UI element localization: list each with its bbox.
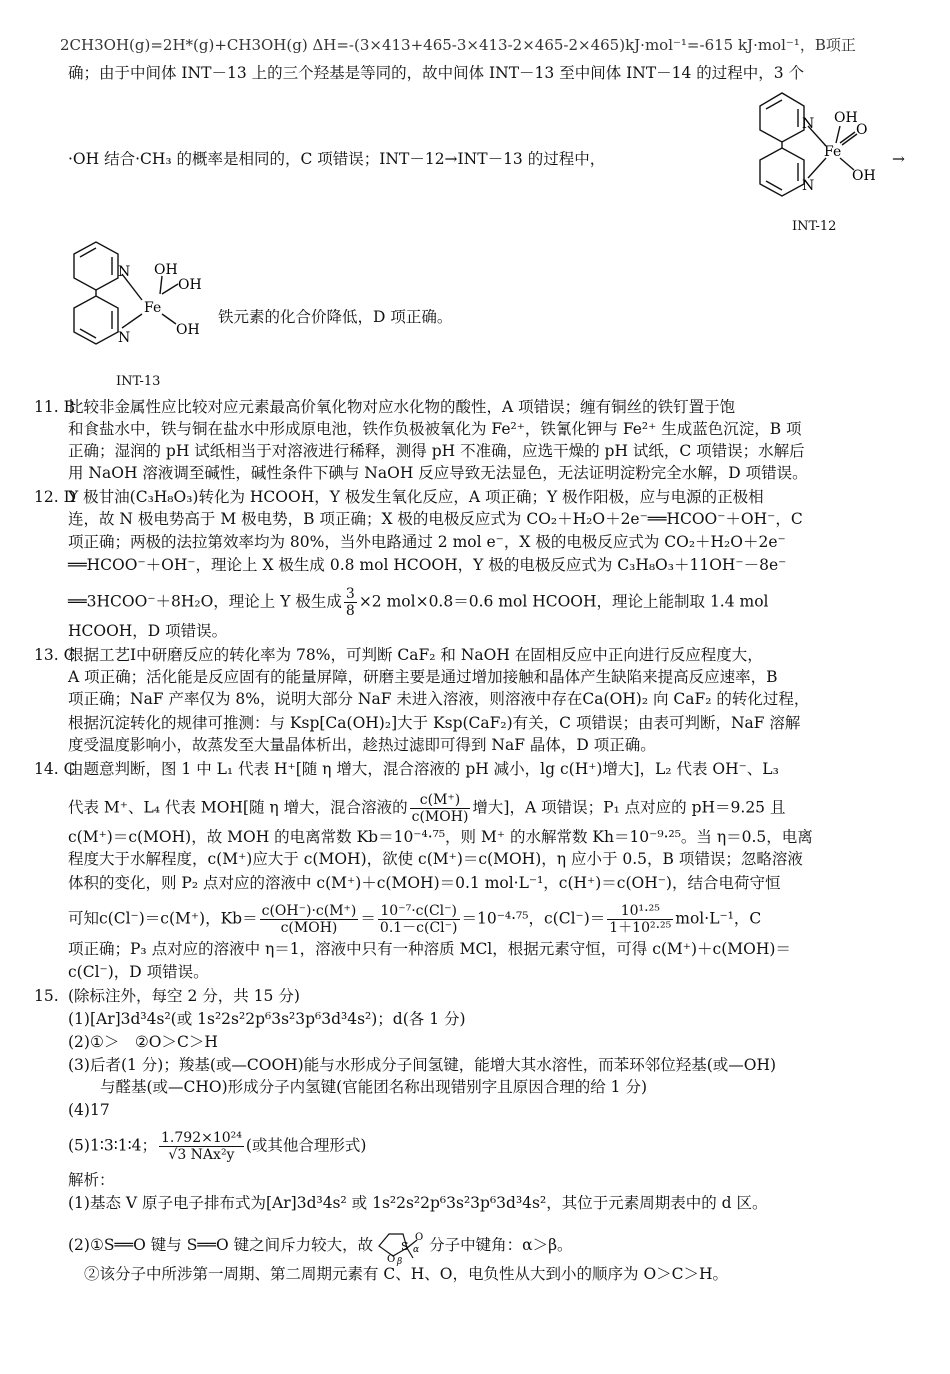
q11-line4: 用 NaOH 溶液调至碱性，碱性条件下碘与 NaOH 反应导致无法显色，无法证明淀粉完全水解，D 项错误。 bbox=[68, 464, 808, 482]
q13-number: 13. C bbox=[34, 646, 76, 664]
fraction-density: $\frac{\text{1.792×10²⁴}}{\text{√3 NAx²y}}$ bbox=[161, 1130, 242, 1163]
q12-number: 12. D bbox=[34, 488, 77, 506]
q13-line4: 根据沉淀转化的规律可推测：与 Ksp[Ca(OH)₂]大于 Ksp(CaF₂)有关，C 项错误；由表可判断，NaF 溶解 bbox=[68, 714, 801, 732]
q13-line1: 13. C根据工艺Ⅰ中研磨反应的转化率为 78%，可判断 CaF₂ 和 NaOH 在固相反应中正向进行反应程度大， bbox=[34, 646, 763, 664]
q14-line5: 体积的变化，则 P₂ 点对应的溶液中 c(M⁺)＋c(MOH)＝0.1 mol·L⁻¹，c(H⁺)＝c(OH⁻)，结合电荷守恒 bbox=[68, 874, 781, 892]
q14-number: 14. C bbox=[34, 760, 76, 778]
q10-line3: 铁元素的化合价降低，D 项正确。 bbox=[218, 308, 453, 326]
atom-oh: OH bbox=[852, 168, 876, 184]
int12-label: INT-12 bbox=[792, 219, 837, 234]
explanation-3: ②该分子中所涉第一周期、第二周期元素有 C、H、O，电负性从大到小的顺序为 O＞C＞H。 bbox=[84, 1265, 729, 1283]
svg-text:β: β bbox=[397, 1257, 403, 1267]
reaction-arrow: → bbox=[892, 150, 905, 168]
q15-header: 15. (除标注外，每空 2 分，共 15 分) bbox=[34, 987, 300, 1005]
q14-line8: c(Cl⁻)，D 项错误。 bbox=[68, 963, 209, 981]
q10-line2: ·OH 结合·CH₃ 的概率是相同的，C 项错误；INT－12→INT－13 的过程中， bbox=[68, 150, 606, 168]
q14-line6: 可知c(Cl⁻)＝c(M⁺)，Kb＝ $\frac{c(OH^-)\cdot c(M^+)}{\text{c(MOH)}}$ ＝ $\frac{\text{10⁻⁷·c(Cl⁻)}}{0.1-c(Cl^-)}$ ＝10⁻⁴·⁷⁵，c(Cl⁻)＝ $\frac{\text{10¹·²⁵}}{\text{1＋10²·²⁵}}$ mol·L⁻¹，C bbox=[68, 903, 762, 936]
q12-line1: 12. DY 极甘油(C₃H₈O₃)转化为 HCOOH，Y 极发生氧化反应，A 项正确；Y 极作阳极，应与电源的正极相 bbox=[34, 488, 764, 506]
q12-line2: 连，故 N 极电势高于 M 极电势，B 项正确；X 极的电极反应式为 CO₂＋H₂O＋2e⁻══HCOO⁻＋OH⁻，C bbox=[68, 510, 803, 528]
atom-oh: OH bbox=[178, 277, 202, 293]
explanation-1: (1)基态 V 原子电子排布式为[Ar]3d³4s² 或 1s²2s²2p⁶3s²3p⁶3d³4s²，其位于元素周期表中的 d 区。 bbox=[68, 1194, 768, 1212]
q13-line2: A 项正确；活化能是反应固有的能量屏障，研磨主要是通过增加接触和晶体产生缺陷来提高反应速率，B bbox=[68, 668, 778, 686]
q12-line5: ══3HCOO⁻＋8H₂O，理论上 Y 极生成 $\frac{3}{8}$ ×2 mol×0.8＝0.6 mol HCOOH，理论上能制取 1.4 mol bbox=[68, 586, 769, 619]
q12-line3: 项正确；两极的法拉第效率均为 80%，当外电路通过 2 mol e⁻，X 极的电极反应式为 CO₂＋H₂O＋2e⁻ bbox=[68, 533, 786, 551]
atom-oh: OH bbox=[154, 262, 178, 278]
q14-line4: 程度大于水解程度，c(M⁺)应大于 c(MOH)，欲使 c(M⁺)＝c(MOH)，η 应小于 0.5，B 项错误；忽略溶液 bbox=[68, 850, 803, 868]
q11-line2: 和食盐水中，铁与铜在盐水中形成原电池，铁作负极被氧化为 Fe²⁺，铁氰化钾与 Fe²⁺ 生成蓝色沉淀，B 项 bbox=[68, 420, 802, 438]
svg-text:S: S bbox=[401, 1240, 409, 1253]
atom-n: N bbox=[118, 264, 131, 280]
fraction-cm-cmoh: $\frac{c(M^+)}{\text{c(MOH)}}$ bbox=[411, 792, 469, 825]
sulfone-ring-structure bbox=[373, 1228, 429, 1267]
q12-line6: HCOOH，D 项错误。 bbox=[68, 622, 228, 640]
q15-ans5: (5)1∶3∶1∶4； $\frac{\text{1.792×10²⁴}}{\text{√3 NAx²y}}$ (或其他合理形式) bbox=[68, 1130, 367, 1163]
q13-line5: 度受温度影响小，故蒸发至大量晶体析出，趁热过滤即可得到 NaF 晶体，D 项正确。 bbox=[68, 736, 656, 754]
q11-line1: 11. B比较非金属性应比较对应元素最高价氧化物对应水化物的酸性，A 项错误；缠有铜丝的铁钉置于饱 bbox=[34, 398, 736, 416]
q15-ans4: (4)17 bbox=[68, 1101, 110, 1119]
fraction-ccl: $\frac{\text{10¹·²⁵}}{\text{1＋10²·²⁵}}$ bbox=[609, 903, 672, 936]
svg-text:O: O bbox=[415, 1232, 424, 1243]
int13-structure bbox=[64, 232, 224, 377]
q14-line3: c(M⁺)＝c(MOH)，故 MOH 的电离常数 Kb＝10⁻⁴·⁷⁵，则 M⁺ 的水解常数 Kh＝10⁻⁹·²⁵。当 η＝0.5，电离 bbox=[68, 828, 813, 846]
q10-line1: 确；由于中间体 INT－13 上的三个羟基是等同的，故中间体 INT－13 至中间体 INT－14 的过程中，3 个 bbox=[68, 64, 805, 82]
atom-o: O bbox=[856, 122, 868, 138]
svg-text:α: α bbox=[413, 1245, 420, 1255]
fraction-kb: $\frac{c(OH^-)\cdot c(M^+)}{\text{c(MOH)}}$ bbox=[261, 903, 357, 936]
q11-number: 11. B bbox=[34, 398, 75, 416]
int12-structure bbox=[740, 78, 900, 228]
atom-oh: OH bbox=[176, 322, 200, 338]
cropped-top-line: 2CH3OH(g)=2H*(g)+CH3OH(g) ΔH=-(3×413+465-3×413-2×465-2×465)kJ·mol⁻¹=-615 kJ·mol⁻¹，B项正 bbox=[60, 36, 856, 54]
q15-ans3a: (3)后者(1 分)；羧基(或—COOH)能与水形成分子间氢键，能增大其水溶性，而苯环邻位羟基(或—OH) bbox=[68, 1056, 777, 1074]
atom-n: N bbox=[118, 330, 131, 346]
explanation-2: (2)①S══O 键与 S══O 键之间斥力较大，故 S O O α β 分子中键角：α＞β。 bbox=[68, 1228, 573, 1264]
q14-line2: 代表 M⁺、L₄ 代表 MOH[随 η 增大，混合溶液的 $\frac{c(M^+)}{\text{c(MOH)}}$ 增大]，A 项错误；P₁ 点对应的 pH＝9.25 且 bbox=[68, 792, 786, 825]
q15-ans2: (2)①＞ ②O＞C＞H bbox=[68, 1033, 218, 1051]
q15-ans1: (1)[Ar]3d³4s²(或 1s²2s²2p⁶3s²3p⁶3d³4s²)；d(各 1 分) bbox=[68, 1010, 466, 1028]
q14-line7: 项正确；P₃ 点对应的溶液中 η＝1，溶液中只有一种溶质 MCl，根据元素守恒，可得 c(M⁺)＋c(MOH)＝ bbox=[68, 940, 791, 958]
q12-line4: ══HCOO⁻＋OH⁻，理论上 X 极生成 0.8 mol HCOOH，Y 极的电极反应式为 C₃H₈O₃＋11OH⁻－8e⁻ bbox=[68, 556, 787, 574]
q11-line3: 正确；湿润的 pH 试纸相当于对溶液进行稀释，测得 pH 不准确，应选干燥的 pH 试纸，C 项错误；水解后 bbox=[68, 442, 805, 460]
fraction-kb2: $\frac{\text{10⁻⁷·c(Cl⁻)}}{0.1-c(Cl^-)}$ bbox=[379, 903, 458, 936]
analysis-label: 解析： bbox=[68, 1171, 115, 1189]
atom-fe: Fe bbox=[824, 144, 842, 160]
q14-line1: 14. C由题意判断，图 1 中 L₁ 代表 H⁺[随 η 增大，混合溶液的 pH 减小，lg c(H⁺)增大]，L₂ 代表 OH⁻、L₃ bbox=[34, 760, 779, 778]
int13-label: INT-13 bbox=[116, 374, 161, 389]
svg-text:O: O bbox=[387, 1254, 396, 1265]
q15-number: 15. bbox=[34, 987, 59, 1005]
q13-line3: 项正确；NaF 产率仅为 8%，说明大部分 NaF 未进入溶液，则溶液中存在Ca(OH)₂ 向 CaF₂ 的转化过程， bbox=[68, 690, 810, 708]
atom-oh: OH bbox=[834, 110, 858, 126]
atom-n: N bbox=[802, 178, 815, 194]
q15-ans3b: 与醛基(或—CHO)形成分子内氢键(官能团名称出现错别字且原因合理的给 1 分) bbox=[100, 1078, 647, 1096]
atom-n: N bbox=[802, 116, 815, 132]
atom-fe: Fe bbox=[144, 300, 162, 316]
fraction-3-8: $\frac{3}{8}$ bbox=[345, 586, 355, 619]
